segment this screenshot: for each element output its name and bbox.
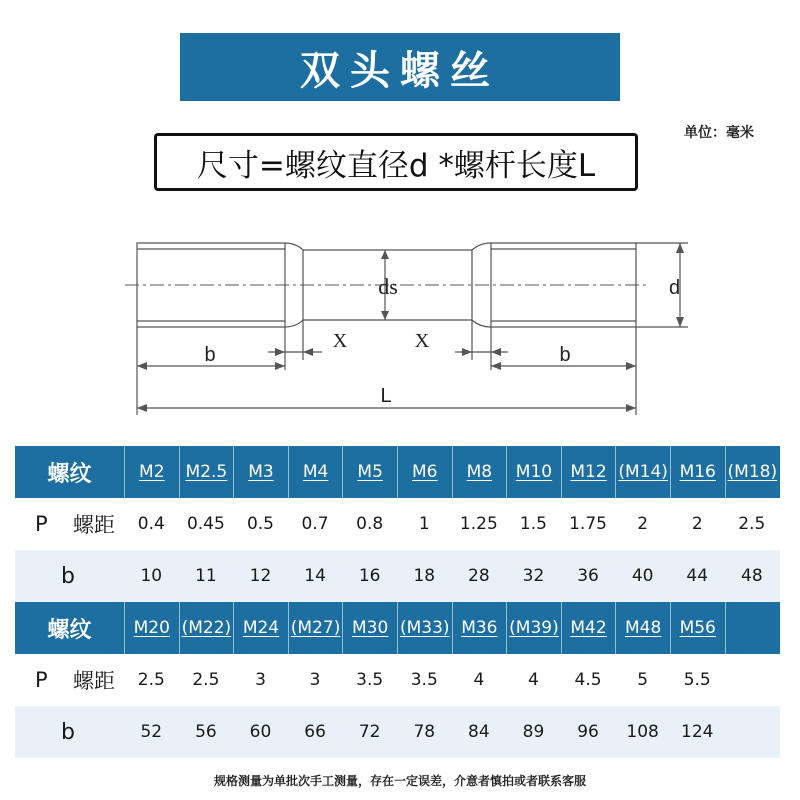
pitch-symbol: P [35,512,48,536]
pitch-cell: 2.5 [192,670,220,690]
size-formula: 尺寸=螺纹直径d *螺杆长度L [196,147,596,184]
pitch-cell [725,654,780,706]
pitch-cell: 2.5 [137,670,165,690]
pitch-row [15,654,780,706]
pitch-cell: 2 [637,514,649,534]
b-cell: 18 [413,566,436,586]
pitch-cell: 0.45 [186,514,225,534]
pitch-cell: 5 [637,670,649,690]
size-cell: M8 [452,446,507,498]
size-cell: M2 [124,446,179,498]
size-cell: M48 [615,602,670,654]
b-cell: 108 [626,722,659,742]
thread-label: 螺纹 [47,617,92,643]
size-cell: M6 [397,446,452,498]
pitch-cell: 1.75 [569,514,607,534]
b-label: b [61,719,75,745]
size-cell: (M33) [397,602,452,654]
pitch-cell: 1.5 [519,514,547,534]
size-cell: M16 [670,446,725,498]
b-cell: 84 [468,722,490,742]
pitch-cell: 5.5 [683,670,711,690]
pitch-cell: 3 [309,670,321,690]
pitch-row [15,498,780,550]
pitch-label-cell [15,654,124,706]
title-banner [180,33,620,101]
b-cell [725,706,780,758]
b-cell: 36 [577,566,599,586]
pitch-label-cell [15,498,124,550]
size-cell: (M22) [179,602,234,654]
b-cell: 72 [358,722,381,742]
b-cell: 32 [522,566,545,586]
unit-label: 单位：毫米 [684,125,754,141]
measurement-disclaimer: 规格测量为单批次手工测量，存在一定误差，介意者慎拍或者联系客服 [213,774,586,788]
pitch-cell: 4.5 [574,670,602,690]
pitch-label: 螺距 [73,669,115,693]
pitch-cell: 1 [418,514,430,534]
b-cell: 10 [140,566,163,586]
b-cell: 48 [741,566,763,586]
size-cell: (M14) [615,446,670,498]
size-cell: (M18) [725,446,780,498]
thread-spec-table-top [15,446,780,602]
label-b-left: b [204,344,216,366]
b-cell: 56 [195,722,217,742]
b-label: b [61,563,75,589]
size-cell: M42 [561,602,616,654]
pitch-cell: 3.5 [410,670,438,690]
size-cell: M4 [288,446,343,498]
b-row [15,706,780,758]
size-cell: M20 [124,602,179,654]
pitch-cell: 0.7 [301,514,329,534]
b-cell: 124 [681,722,714,742]
size-formula-box [154,133,638,191]
pitch-cell: 0.5 [246,514,274,534]
label-L: L [380,385,392,407]
size-cell: M30 [342,602,397,654]
label-d: d [669,277,681,299]
thread-spec-table-bottom [15,602,780,758]
size-cell: M12 [561,446,616,498]
page-title: 双头螺丝 [300,47,500,94]
size-cell: M24 [233,602,288,654]
stud-bolt-diagram [0,200,800,440]
size-cell: M2.5 [179,446,234,498]
b-row [15,550,780,602]
b-cell: 78 [413,722,436,742]
pitch-cell: 3 [255,670,266,690]
pitch-cell: 0.8 [356,514,384,534]
size-cell: M5 [342,446,397,498]
pitch-cell: 1.25 [459,514,498,534]
b-cell: 44 [686,566,709,586]
size-cell: M36 [452,602,507,654]
pitch-symbol: P [35,668,48,692]
pitch-cell: 4 [473,670,485,690]
b-cell: 11 [195,566,217,586]
b-cell: 16 [358,566,381,586]
pitch-cell: 2 [691,514,703,534]
size-cell: (M27) [288,602,343,654]
pitch-cell: 3.5 [356,670,384,690]
size-cell: M3 [233,446,288,498]
b-cell: 28 [468,566,490,586]
b-cell: 60 [249,722,272,742]
b-cell: 96 [577,722,599,742]
size-cell: M56 [670,602,725,654]
label-x-right: X [414,330,430,352]
size-cell-empty [725,602,780,654]
pitch-label: 螺距 [73,513,115,537]
thread-size-row [15,446,780,498]
thread-size-row [15,602,780,654]
b-cell: 14 [304,566,326,586]
b-cell: 12 [249,566,272,586]
b-cell: 40 [631,566,654,586]
b-cell: 66 [304,722,326,742]
size-cell: (M39) [506,602,561,654]
size-cell: M10 [506,446,561,498]
pitch-cell: 0.4 [137,514,165,534]
label-x-left: X [332,330,348,352]
label-b-right: b [559,344,571,366]
pitch-cell: 2.5 [738,514,766,534]
b-cell: 89 [522,722,545,742]
b-cell: 52 [140,722,163,742]
thread-label: 螺纹 [47,461,92,487]
label-ds: ds [378,274,398,299]
pitch-cell: 4 [528,670,539,690]
